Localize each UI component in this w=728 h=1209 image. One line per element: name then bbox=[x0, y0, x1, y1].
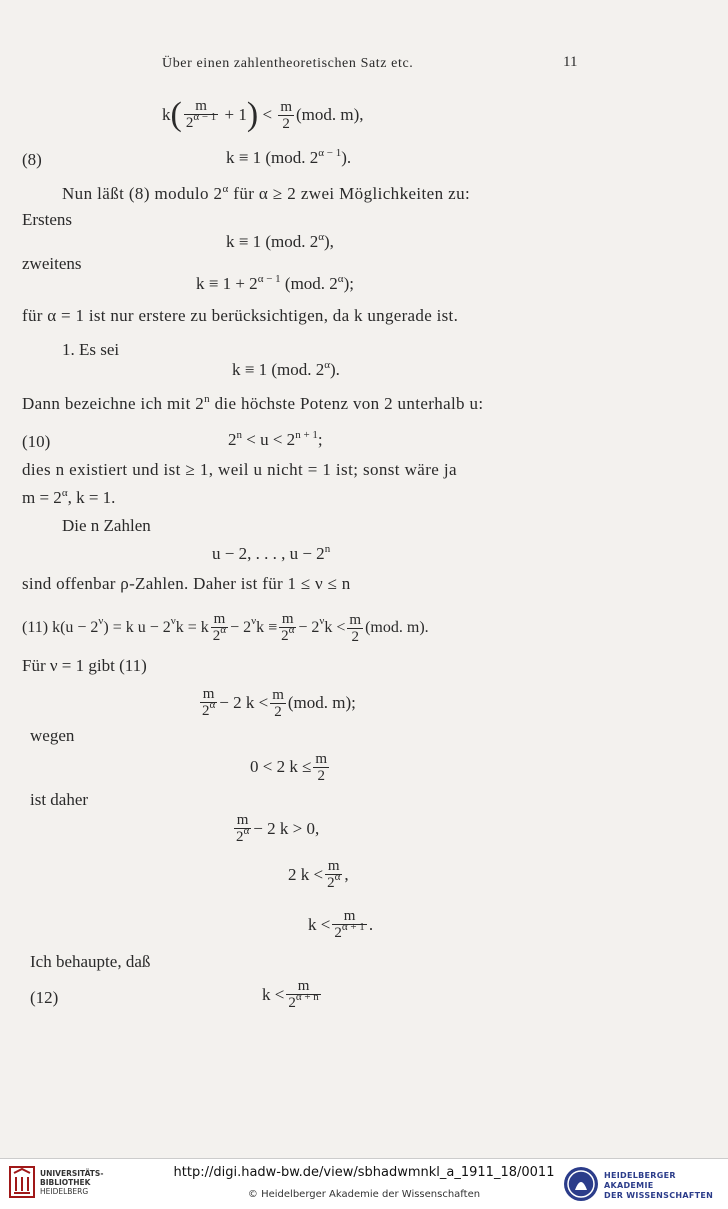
numerator: m bbox=[349, 611, 362, 628]
base: 2 bbox=[236, 829, 244, 845]
base: 2 bbox=[212, 628, 221, 644]
exponent: α + n bbox=[295, 991, 319, 1003]
denominator: 2 bbox=[278, 115, 294, 132]
words-ist-daher: ist daher bbox=[30, 790, 89, 809]
base: 2 bbox=[288, 995, 296, 1011]
numerator: m bbox=[297, 978, 310, 994]
eqE-end: (mod. m); bbox=[287, 693, 356, 712]
denominator: 2 bbox=[313, 767, 329, 784]
equation-H bbox=[288, 852, 349, 898]
equation-B bbox=[196, 274, 354, 296]
eq11-a: (11) k(u − 2 bbox=[22, 619, 99, 636]
eqG-end: − 2 k > 0, bbox=[253, 819, 320, 838]
exponent: α + 1 bbox=[341, 921, 365, 933]
p5-text: m = 2 bbox=[22, 488, 62, 507]
eqA-end: ), bbox=[324, 232, 334, 251]
fraction-m-over-2-d bbox=[313, 751, 329, 784]
fraction-m-over-2-alpha-2 bbox=[279, 611, 296, 645]
paragraph-5 bbox=[22, 488, 115, 510]
exponent: α bbox=[220, 624, 227, 636]
eq12-text: k < bbox=[262, 985, 285, 1004]
exponent: α bbox=[243, 825, 250, 837]
eqH-end: , bbox=[344, 865, 349, 884]
eqB-mid: (mod. 2 bbox=[280, 274, 338, 293]
eqB-sup: α − 1 bbox=[257, 273, 281, 285]
paragraph-4: dies n existiert und ist ≥ 1, weil u nicht = 1 ist; sonst wäre ja bbox=[22, 460, 457, 479]
denominator: 2 bbox=[347, 628, 363, 645]
academy-name bbox=[604, 1171, 728, 1201]
page-number: 11 bbox=[563, 54, 578, 70]
eq11-sup-3: ν bbox=[251, 615, 257, 627]
fraction-m-over-2-alpha-plus-n bbox=[286, 978, 320, 1012]
equation-E bbox=[198, 680, 356, 726]
eq-label-12: (12) bbox=[30, 988, 59, 1007]
eqI-text: k < bbox=[308, 915, 331, 934]
eq11-g: k < bbox=[324, 619, 346, 636]
equation-8 bbox=[226, 148, 351, 170]
denominator bbox=[234, 825, 251, 846]
eqB-text: k ≡ 1 + 2 bbox=[196, 274, 258, 293]
fraction-m-over-2-alpha-minus-1 bbox=[184, 98, 218, 132]
equation-D bbox=[212, 544, 330, 566]
numerator: m bbox=[281, 611, 294, 627]
p1-sup: α bbox=[222, 183, 229, 195]
denominator: 2 bbox=[270, 703, 286, 720]
eq8-exponent: α − 1 bbox=[318, 147, 342, 159]
word-erstens: Erstens bbox=[22, 210, 73, 229]
word-zweitens: zweitens bbox=[22, 254, 82, 273]
p5-sup: α bbox=[61, 487, 68, 499]
equation-A bbox=[226, 232, 334, 254]
fraction-m-over-2-c bbox=[270, 687, 286, 720]
eq11-f: − 2 bbox=[298, 619, 320, 636]
fraction-m-over-2-alpha bbox=[211, 611, 228, 645]
numerator: m bbox=[343, 908, 356, 924]
academy-seal-icon bbox=[563, 1164, 599, 1204]
eq-label-10: (10) bbox=[22, 432, 51, 451]
numerator: m bbox=[272, 686, 284, 703]
numerator: m bbox=[315, 750, 328, 767]
eqA-sup: α bbox=[318, 231, 324, 243]
paragraph-9: Ich behaupte, daß bbox=[30, 952, 151, 971]
exponent: α bbox=[334, 871, 341, 883]
denominator bbox=[286, 991, 320, 1012]
eqC-text: k ≡ 1 (mod. 2 bbox=[232, 360, 325, 379]
eqH-text: 2 k < bbox=[288, 865, 324, 884]
fraction-m-over-2 bbox=[278, 99, 294, 132]
paragraph-8: Für ν = 1 gibt (11) bbox=[22, 656, 147, 675]
paragraph-6: Die n Zahlen bbox=[62, 516, 151, 535]
numerator: m bbox=[280, 98, 292, 115]
eqI-end: . bbox=[368, 915, 374, 934]
fraction-m-over-2-alpha-3 bbox=[200, 686, 217, 720]
denominator bbox=[279, 624, 296, 645]
denominator bbox=[325, 871, 342, 892]
library-line-1: UNIVERSITÄTS- bbox=[40, 1169, 104, 1178]
eq11-b: ) = k u − 2 bbox=[103, 619, 171, 636]
equation-F bbox=[250, 744, 331, 790]
word-wegen: wegen bbox=[30, 726, 75, 745]
eqD-sup: n bbox=[324, 543, 331, 555]
copyright-notice: © Heidelberger Akademie der Wissenschaften bbox=[247, 1189, 481, 1200]
numerator: m bbox=[202, 686, 215, 702]
p3-sup: n bbox=[204, 393, 210, 405]
eqF-text: 0 < 2 k ≤ bbox=[250, 757, 312, 776]
fraction-m-over-2-alpha-plus-1 bbox=[332, 908, 366, 942]
academy-line-1: HEIDELBERGER AKADEMIE bbox=[604, 1171, 676, 1190]
numerator: m bbox=[236, 812, 249, 828]
numerator: m bbox=[195, 98, 207, 114]
eq10-mid: < u < 2 bbox=[242, 430, 296, 449]
eq11-d: − 2 bbox=[230, 619, 252, 636]
formula-line-1 bbox=[162, 92, 364, 138]
eqB-end: ); bbox=[343, 274, 354, 293]
source-url-link[interactable]: http://digi.hadw-bw.de/view/sbhadwmnkl_a_1911_18/0011 bbox=[173, 1165, 555, 1180]
base: 2 bbox=[281, 628, 289, 644]
p3-text-b: die höchste Potenz von 2 unterhalb u: bbox=[209, 394, 484, 413]
p1-text-b: für α ≥ 2 zwei Möglichkeiten zu: bbox=[228, 184, 471, 203]
eq11-sup-4: ν bbox=[319, 615, 325, 627]
close-paren: ) bbox=[246, 96, 259, 133]
fraction-m-over-2-b bbox=[347, 612, 363, 645]
case-1: 1. Es sei bbox=[62, 340, 120, 359]
eq8-text: k ≡ 1 (mod. 2 bbox=[226, 148, 319, 167]
denominator bbox=[184, 111, 218, 132]
paragraph-7: sind offenbar ρ-Zahlen. Daher ist für 1 ≤ ν ≤ n bbox=[22, 574, 351, 593]
eqC-sup: α bbox=[324, 359, 330, 371]
p1-text: Nun läßt (8) modulo 2 bbox=[62, 184, 223, 203]
base: 2 bbox=[334, 925, 342, 941]
exponent: α − 1 bbox=[193, 111, 217, 123]
equation-12 bbox=[262, 972, 323, 1018]
less-than: < bbox=[258, 105, 277, 124]
paragraph-2: für α = 1 ist nur erstere zu berücksichtigen, da k ungerade ist. bbox=[22, 306, 459, 325]
mod-m: (mod. m), bbox=[295, 105, 364, 124]
p5-text-b: , k = 1. bbox=[67, 488, 116, 507]
plus-one: + 1 bbox=[220, 105, 247, 124]
denominator bbox=[211, 624, 228, 645]
numerator: m bbox=[213, 611, 226, 627]
eq11-c: k = k bbox=[175, 619, 209, 636]
eqC-end: ). bbox=[330, 360, 340, 379]
running-title: Über einen zahlentheoretischen Satz etc. bbox=[162, 56, 414, 71]
paragraph-3 bbox=[22, 394, 483, 416]
denominator bbox=[200, 699, 217, 720]
denominator bbox=[332, 921, 366, 942]
open-paren: ( bbox=[170, 96, 182, 133]
fraction-m-over-2-alpha-5 bbox=[325, 858, 342, 892]
eqB-sup2: α bbox=[337, 273, 344, 285]
base: 2 bbox=[185, 115, 194, 131]
eq8-end: ). bbox=[341, 148, 352, 167]
eqE-mid: − 2 k < bbox=[219, 693, 269, 712]
base: 2 bbox=[327, 875, 335, 891]
eq10-end: ; bbox=[317, 430, 323, 449]
var-k: k bbox=[162, 105, 171, 124]
equation-11 bbox=[22, 604, 429, 652]
exponent: α bbox=[209, 699, 216, 711]
eq11-sup: ν bbox=[98, 615, 104, 627]
equation-I bbox=[308, 902, 373, 948]
base: 2 bbox=[202, 703, 210, 719]
academy-line-2: DER WISSENSCHAFTEN bbox=[604, 1191, 714, 1200]
fraction-m-over-2-alpha-4 bbox=[234, 812, 251, 846]
eq-label-8: (8) bbox=[22, 150, 42, 169]
eqA-text: k ≡ 1 (mod. 2 bbox=[226, 232, 319, 251]
exponent: α bbox=[288, 624, 295, 636]
eq11-sup-2: ν bbox=[170, 615, 176, 627]
library-line-2: BIBLIOTHEK bbox=[40, 1178, 91, 1187]
paragraph-1 bbox=[62, 184, 470, 206]
p3-text: Dann bezeichne ich mit 2 bbox=[22, 394, 205, 413]
equation-C bbox=[232, 360, 340, 382]
eqD-text: u − 2, . . . , u − 2 bbox=[212, 544, 325, 563]
digitization-footer bbox=[0, 1158, 728, 1209]
eq11-e: k ≡ bbox=[256, 619, 278, 636]
equation-10 bbox=[228, 430, 323, 452]
eq10-sup: n bbox=[236, 429, 242, 441]
numerator: m bbox=[327, 858, 340, 874]
eq10-base: 2 bbox=[228, 430, 237, 449]
equation-G bbox=[232, 806, 319, 852]
library-line-3: HEIDELBERG bbox=[40, 1187, 89, 1196]
eq10-sup2: n + 1 bbox=[295, 429, 318, 441]
eq11-h: (mod. m). bbox=[365, 619, 429, 636]
